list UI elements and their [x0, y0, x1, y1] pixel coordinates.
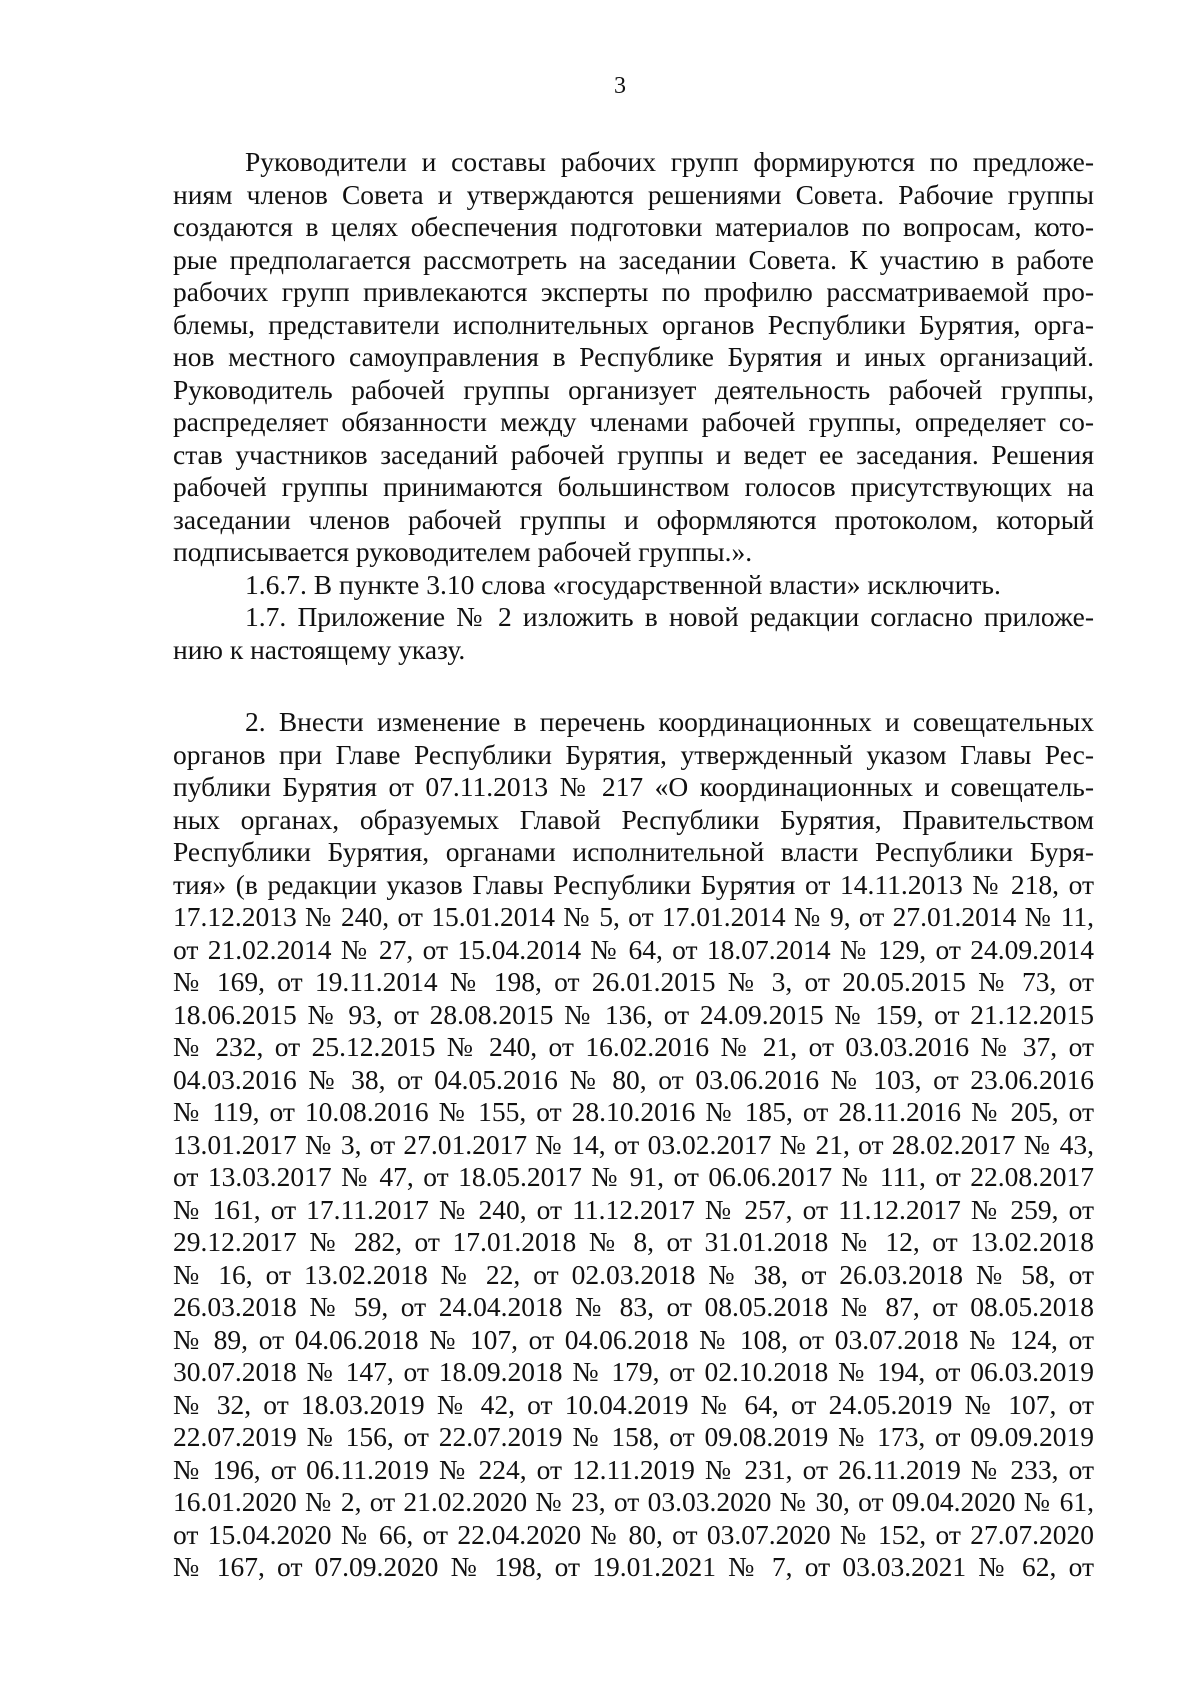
text-line: блемы, представители исполнительных органов Республики Бурятия, орга- — [173, 308, 1094, 340]
text-line: № 119, от 10.08.2016 № 155, от 28.10.2016 № 185, от 28.11.2016 № 205, от — [173, 1096, 1094, 1127]
text-line: № 161, от 17.11.2017 № 240, от 11.12.2017 № 257, от 11.12.2017 № 259, от — [173, 1193, 1094, 1225]
text-line: рабочей группы принимаются большинством голосов присутствующих на — [173, 471, 1094, 502]
text-line: рые предполагается рассмотреть на заседании Совета. К участию в работе — [173, 243, 1094, 275]
text-line: Республики Бурятия, органами исполнительной власти Республики Буря- — [173, 836, 1094, 867]
document-body — [173, 146, 1094, 1584]
paragraph-gap — [173, 666, 1094, 706]
text-line: нов местного самоуправления в Республике Бурятия и иных организаций. — [173, 341, 1094, 372]
text-line: Руководители и составы рабочих групп формируются по предложе- — [245, 146, 1094, 177]
page-number: 3 — [614, 73, 626, 99]
text-line: рабочих групп привлекаются эксперты по профилю рассматриваемой про- — [173, 276, 1094, 307]
text-line: № 167, от 07.09.2020 № 198, от 19.01.2021 № 7, от 03.03.2021 № 62, от — [173, 1551, 1094, 1582]
text-line: от 21.02.2014 № 27, от 15.04.2014 № 64, от 18.07.2014 № 129, от 24.09.2014 — [173, 933, 1094, 965]
text-line: 04.03.2016 № 38, от 04.05.2016 № 80, от 03.06.2016 № 103, от 23.06.2016 — [173, 1063, 1094, 1095]
text-line: создаются в целях обеспечения подготовки материалов по вопросам, кото- — [173, 211, 1094, 242]
text-line: 1.6.7. В пункте 3.10 слова «государственной власти» исключить. — [245, 568, 1001, 600]
text-line: нию к настоящему указу. — [173, 633, 466, 665]
paragraph — [173, 601, 1094, 666]
text-line: Руководитель рабочей группы организует деятельность рабочей группы, — [173, 373, 1094, 405]
text-line: подписывается руководителем рабочей группы.». — [173, 536, 753, 567]
text-line: заседании членов рабочей группы и оформляются протоколом, который — [173, 503, 1094, 535]
text-line: 2. Внести изменение в перечень координационных и совещательных — [245, 706, 1094, 737]
text-line: 16.01.2020 № 2, от 21.02.2020 № 23, от 03.03.2020 № 30, от 09.04.2020 № 61, — [173, 1486, 1094, 1517]
paragraph — [173, 146, 1094, 569]
text-line: распределяет обязанности между членами рабочей группы, определяет со- — [173, 406, 1094, 437]
text-line: ниям членов Совета и утверждаются решениями Совета. Рабочие группы — [173, 178, 1094, 210]
text-line: от 15.04.2020 № 66, от 22.04.2020 № 80, от 03.07.2020 № 152, от 27.07.2020 — [173, 1518, 1094, 1550]
text-line: 22.07.2019 № 156, от 22.07.2019 № 158, от 09.08.2019 № 173, от 09.09.2019 — [173, 1421, 1094, 1452]
text-line: № 232, от 25.12.2015 № 240, от 16.02.2016 № 21, от 03.03.2016 № 37, от — [173, 1031, 1094, 1062]
text-line: 26.03.2018 № 59, от 24.04.2018 № 83, от 08.05.2018 № 87, от 08.05.2018 — [173, 1291, 1094, 1322]
text-line: 13.01.2017 № 3, от 27.01.2017 № 14, от 03.02.2017 № 21, от 28.02.2017 № 43, — [173, 1128, 1094, 1160]
text-line: публики Бурятия от 07.11.2013 № 217 «О координационных и совещатель- — [173, 771, 1094, 802]
text-line: № 89, от 04.06.2018 № 107, от 04.06.2018 № 108, от 03.07.2018 № 124, от — [173, 1323, 1094, 1355]
text-line: 29.12.2017 № 282, от 17.01.2018 № 8, от 31.01.2018 № 12, от 13.02.2018 — [173, 1226, 1094, 1257]
text-line: № 16, от 13.02.2018 № 22, от 02.03.2018 № 38, от 26.03.2018 № 58, от — [173, 1258, 1094, 1290]
text-line: органов при Главе Республики Бурятия, утвержденный указом Главы Рес- — [173, 738, 1094, 770]
text-line: став участников заседаний рабочей группы и ведет ее заседания. Решения — [173, 438, 1094, 470]
text-line: № 169, от 19.11.2014 № 198, от 26.01.2015 № 3, от 20.05.2015 № 73, от — [173, 966, 1094, 997]
text-line: тия» (в редакции указов Главы Республики Бурятия от 14.11.2013 № 218, от — [173, 868, 1094, 900]
paragraph — [173, 569, 1094, 602]
paragraph — [173, 706, 1094, 1584]
text-line: 18.06.2015 № 93, от 28.08.2015 № 136, от 24.09.2015 № 159, от 21.12.2015 — [173, 998, 1094, 1030]
text-line: 17.12.2013 № 240, от 15.01.2014 № 5, от 17.01.2014 № 9, от 27.01.2014 № 11, — [173, 901, 1094, 932]
text-line: от 13.03.2017 № 47, от 18.05.2017 № 91, от 06.06.2017 № 111, от 22.08.2017 — [173, 1161, 1094, 1192]
text-line: № 32, от 18.03.2019 № 42, от 10.04.2019 № 64, от 24.05.2019 № 107, от — [173, 1388, 1094, 1420]
text-line: 1.7. Приложение № 2 изложить в новой редакции согласно приложе- — [245, 601, 1094, 632]
text-line: ных органах, образуемых Главой Республики Бурятия, Правительством — [173, 803, 1094, 835]
text-line: 30.07.2018 № 147, от 18.09.2018 № 179, от 02.10.2018 № 194, от 06.03.2019 — [173, 1356, 1094, 1387]
text-line: № 196, от 06.11.2019 № 224, от 12.11.2019 № 231, от 26.11.2019 № 233, от — [173, 1453, 1094, 1485]
